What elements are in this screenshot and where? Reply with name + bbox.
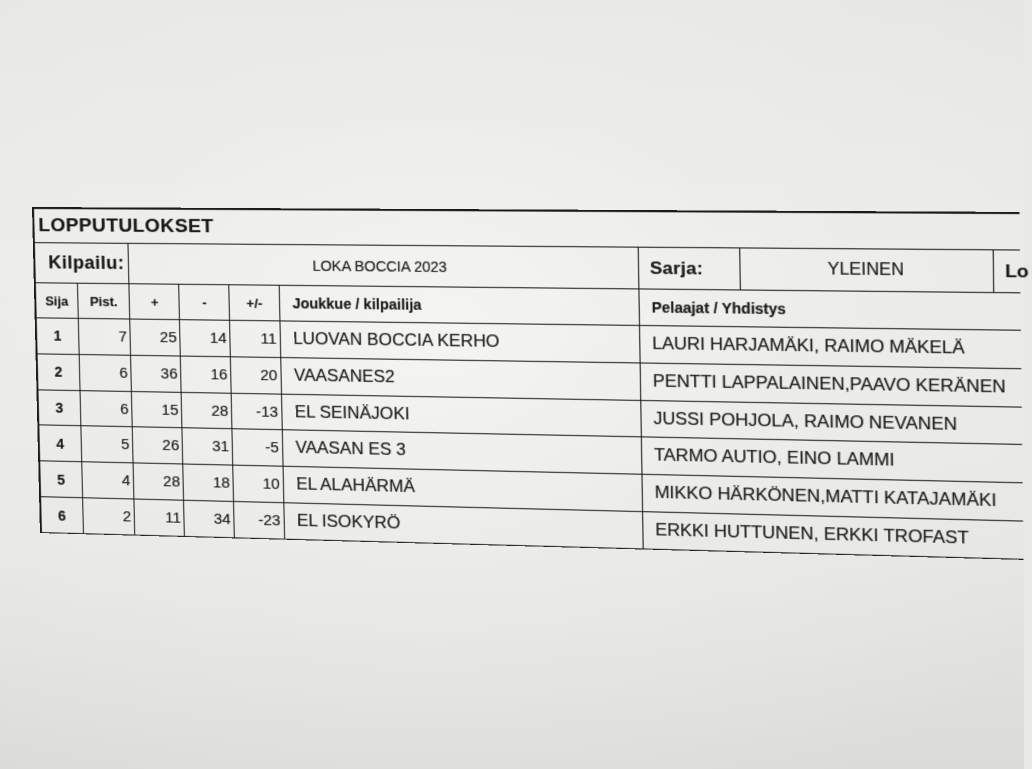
plus-cell: 15	[132, 392, 183, 428]
competition-name: LOKA BOCCIA 2023	[129, 244, 639, 289]
rank-cell: 6	[41, 497, 84, 533]
points-cell: 6	[81, 391, 134, 427]
players-cell: ERKKI HUTTUNEN, ERKKI TROFAST	[655, 520, 969, 548]
players-cell: JUSSI POHJOLA, RAIMO NEVANEN	[653, 409, 958, 434]
results-table	[32, 207, 1029, 560]
rank-cell: 1	[37, 318, 80, 353]
team-cell: EL ALAHÄRMÄ	[283, 467, 643, 511]
team-cell: EL SEINÄJOKI	[282, 394, 642, 437]
team-cell: EL ISOKYRÖ	[284, 503, 643, 548]
plus-cell: 28	[134, 464, 185, 500]
results-title: LOPPUTULOKSET	[38, 214, 214, 237]
difference-cell: -5	[233, 430, 284, 466]
players-cell: PENTTI LAPPALAINEN,PAAVO KERÄNEN	[652, 371, 1006, 397]
points-cell: 6	[80, 355, 133, 391]
minus-cell: 14	[180, 320, 231, 356]
header-team: Joukkue / kilpailija	[280, 286, 640, 325]
competition-label: Kilpailu:	[35, 243, 130, 283]
rank-cell: 3	[38, 390, 81, 426]
players-cell: TARMO AUTIO, EINO LAMMI	[653, 446, 895, 471]
cropped-label: Lo	[1004, 260, 1029, 282]
plus-cell: 36	[131, 356, 182, 392]
minus-cell: 34	[185, 501, 236, 537]
header-rank: Sija	[36, 283, 79, 318]
difference-cell: -13	[232, 393, 283, 429]
team-cell: VAASAN ES 3	[283, 431, 643, 474]
plus-cell: 11	[135, 500, 186, 536]
points-cell: 5	[81, 427, 134, 463]
header-minus: -	[180, 285, 231, 320]
header-plus: +	[130, 284, 181, 319]
plus-cell: 26	[133, 428, 184, 464]
difference-cell: 10	[234, 466, 285, 502]
minus-cell: 28	[182, 393, 233, 429]
players-cell: LAURI HARJAMÄKI, RAIMO MÄKELÄ	[651, 334, 965, 358]
header-players: Pelaajat / Yhdistys	[651, 298, 786, 318]
series-label: Sarja:	[639, 248, 742, 290]
minus-cell: 16	[181, 356, 232, 392]
header-points: Pist.	[78, 284, 131, 319]
rank-cell: 5	[40, 462, 83, 498]
points-cell: 4	[82, 463, 135, 499]
team-cell: VAASANES2	[281, 358, 641, 400]
plus-cell: 25	[131, 320, 182, 356]
difference-cell: -23	[234, 502, 285, 539]
rank-cell: 2	[38, 354, 81, 390]
difference-cell: 20	[231, 357, 282, 393]
minus-cell: 18	[184, 465, 235, 501]
players-cell: MIKKO HÄRKÖNEN,MATTI KATAJAMÄKI	[654, 483, 997, 511]
minus-cell: 31	[183, 429, 234, 465]
points-cell: 2	[83, 498, 136, 534]
team-cell: LUOVAN BOCCIA KERHO	[280, 321, 640, 362]
difference-cell: 11	[230, 321, 281, 357]
points-cell: 7	[79, 319, 132, 355]
rank-cell: 4	[39, 426, 82, 462]
series-name: YLEINEN	[741, 248, 994, 292]
header-diff: +/-	[230, 285, 281, 320]
